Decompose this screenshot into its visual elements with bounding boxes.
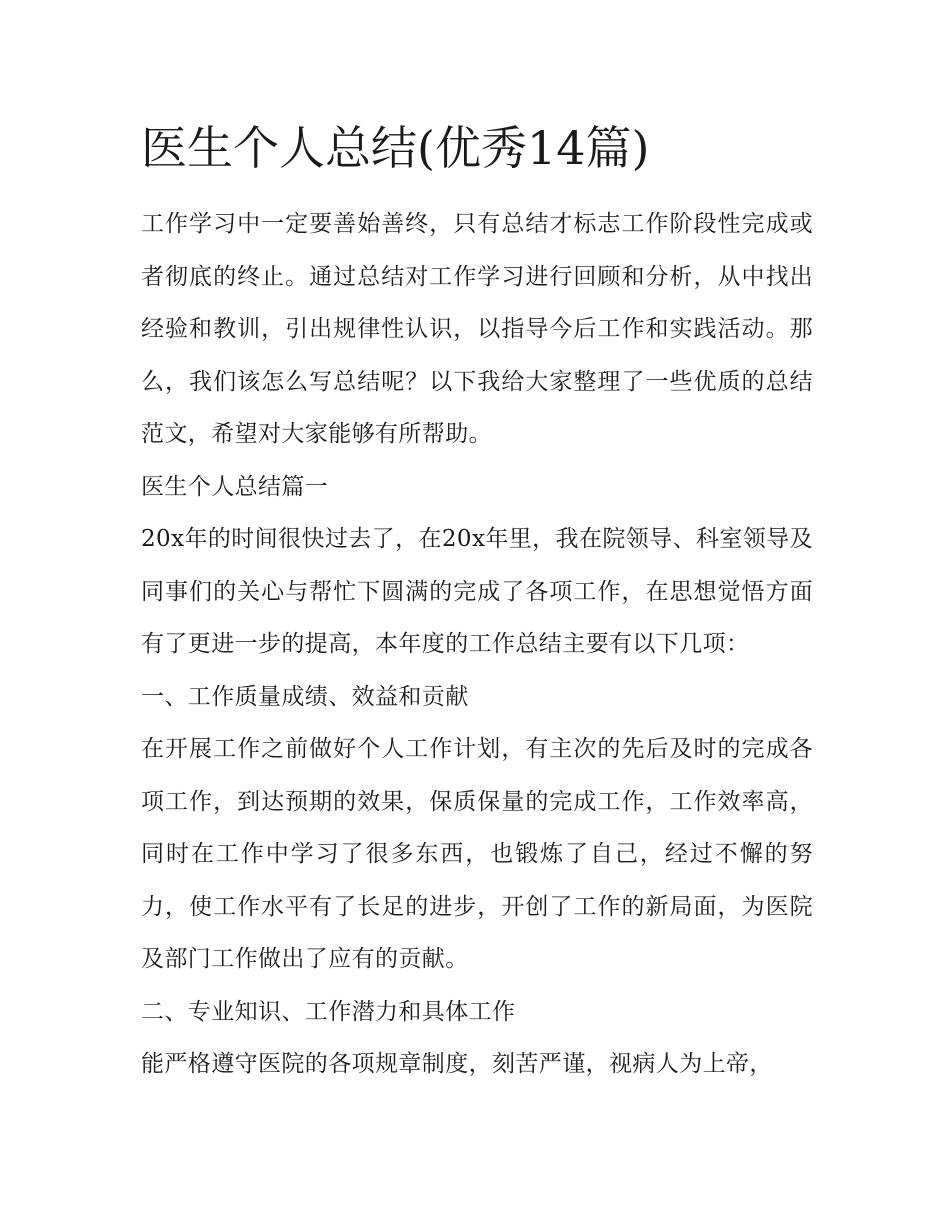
section-intro-paragraph: 20x年的时间很快过去了，在20x年里，我在院领导、科室领导及同事们的关心与帮忙下圆满的完成了各项工作，在思想觉悟方面有了更进一步的提高，本年度的工作总结主要有以下几项： (141, 526, 813, 657)
section-title: 医生个人总结篇一 (141, 473, 329, 500)
document-page (141, 118, 813, 1091)
intro-paragraph: 工作学习中一定要善始善终，只有总结才标志工作阶段性完成或者彻底的终止。通过总结对工作学习进行回顾和分析，从中找出经验和教训，引出规律性认识，以指导今后工作和实践活动。那么，我们该怎么写总结呢？以下我给大家整理了一些优质的总结范文，希望对大家能够有所帮助。 (141, 211, 813, 447)
heading-work-quality: 一、工作质量成绩、效益和贡献 (141, 683, 469, 710)
professional-knowledge-paragraph: 能严格遵守医院的各项规章制度，刻苦严谨，视病人为上帝， (141, 1051, 773, 1077)
document-title: 医生个人总结(优秀14篇) (141, 121, 650, 175)
work-quality-paragraph: 在开展工作之前做好个人工作计划，有主次的先后及时的完成各项工作，到达预期的效果，保质保量的完成工作，工作效率高，同时在工作中学习了很多东西，也锻炼了自己，经过不懈的努力，使工作水平有了长足的进步，开创了工作的新局面，为医院及部门工作做出了应有的贡献。 (141, 736, 813, 972)
heading-professional-knowledge: 二、专业知识、工作潜力和具体工作 (141, 998, 516, 1025)
